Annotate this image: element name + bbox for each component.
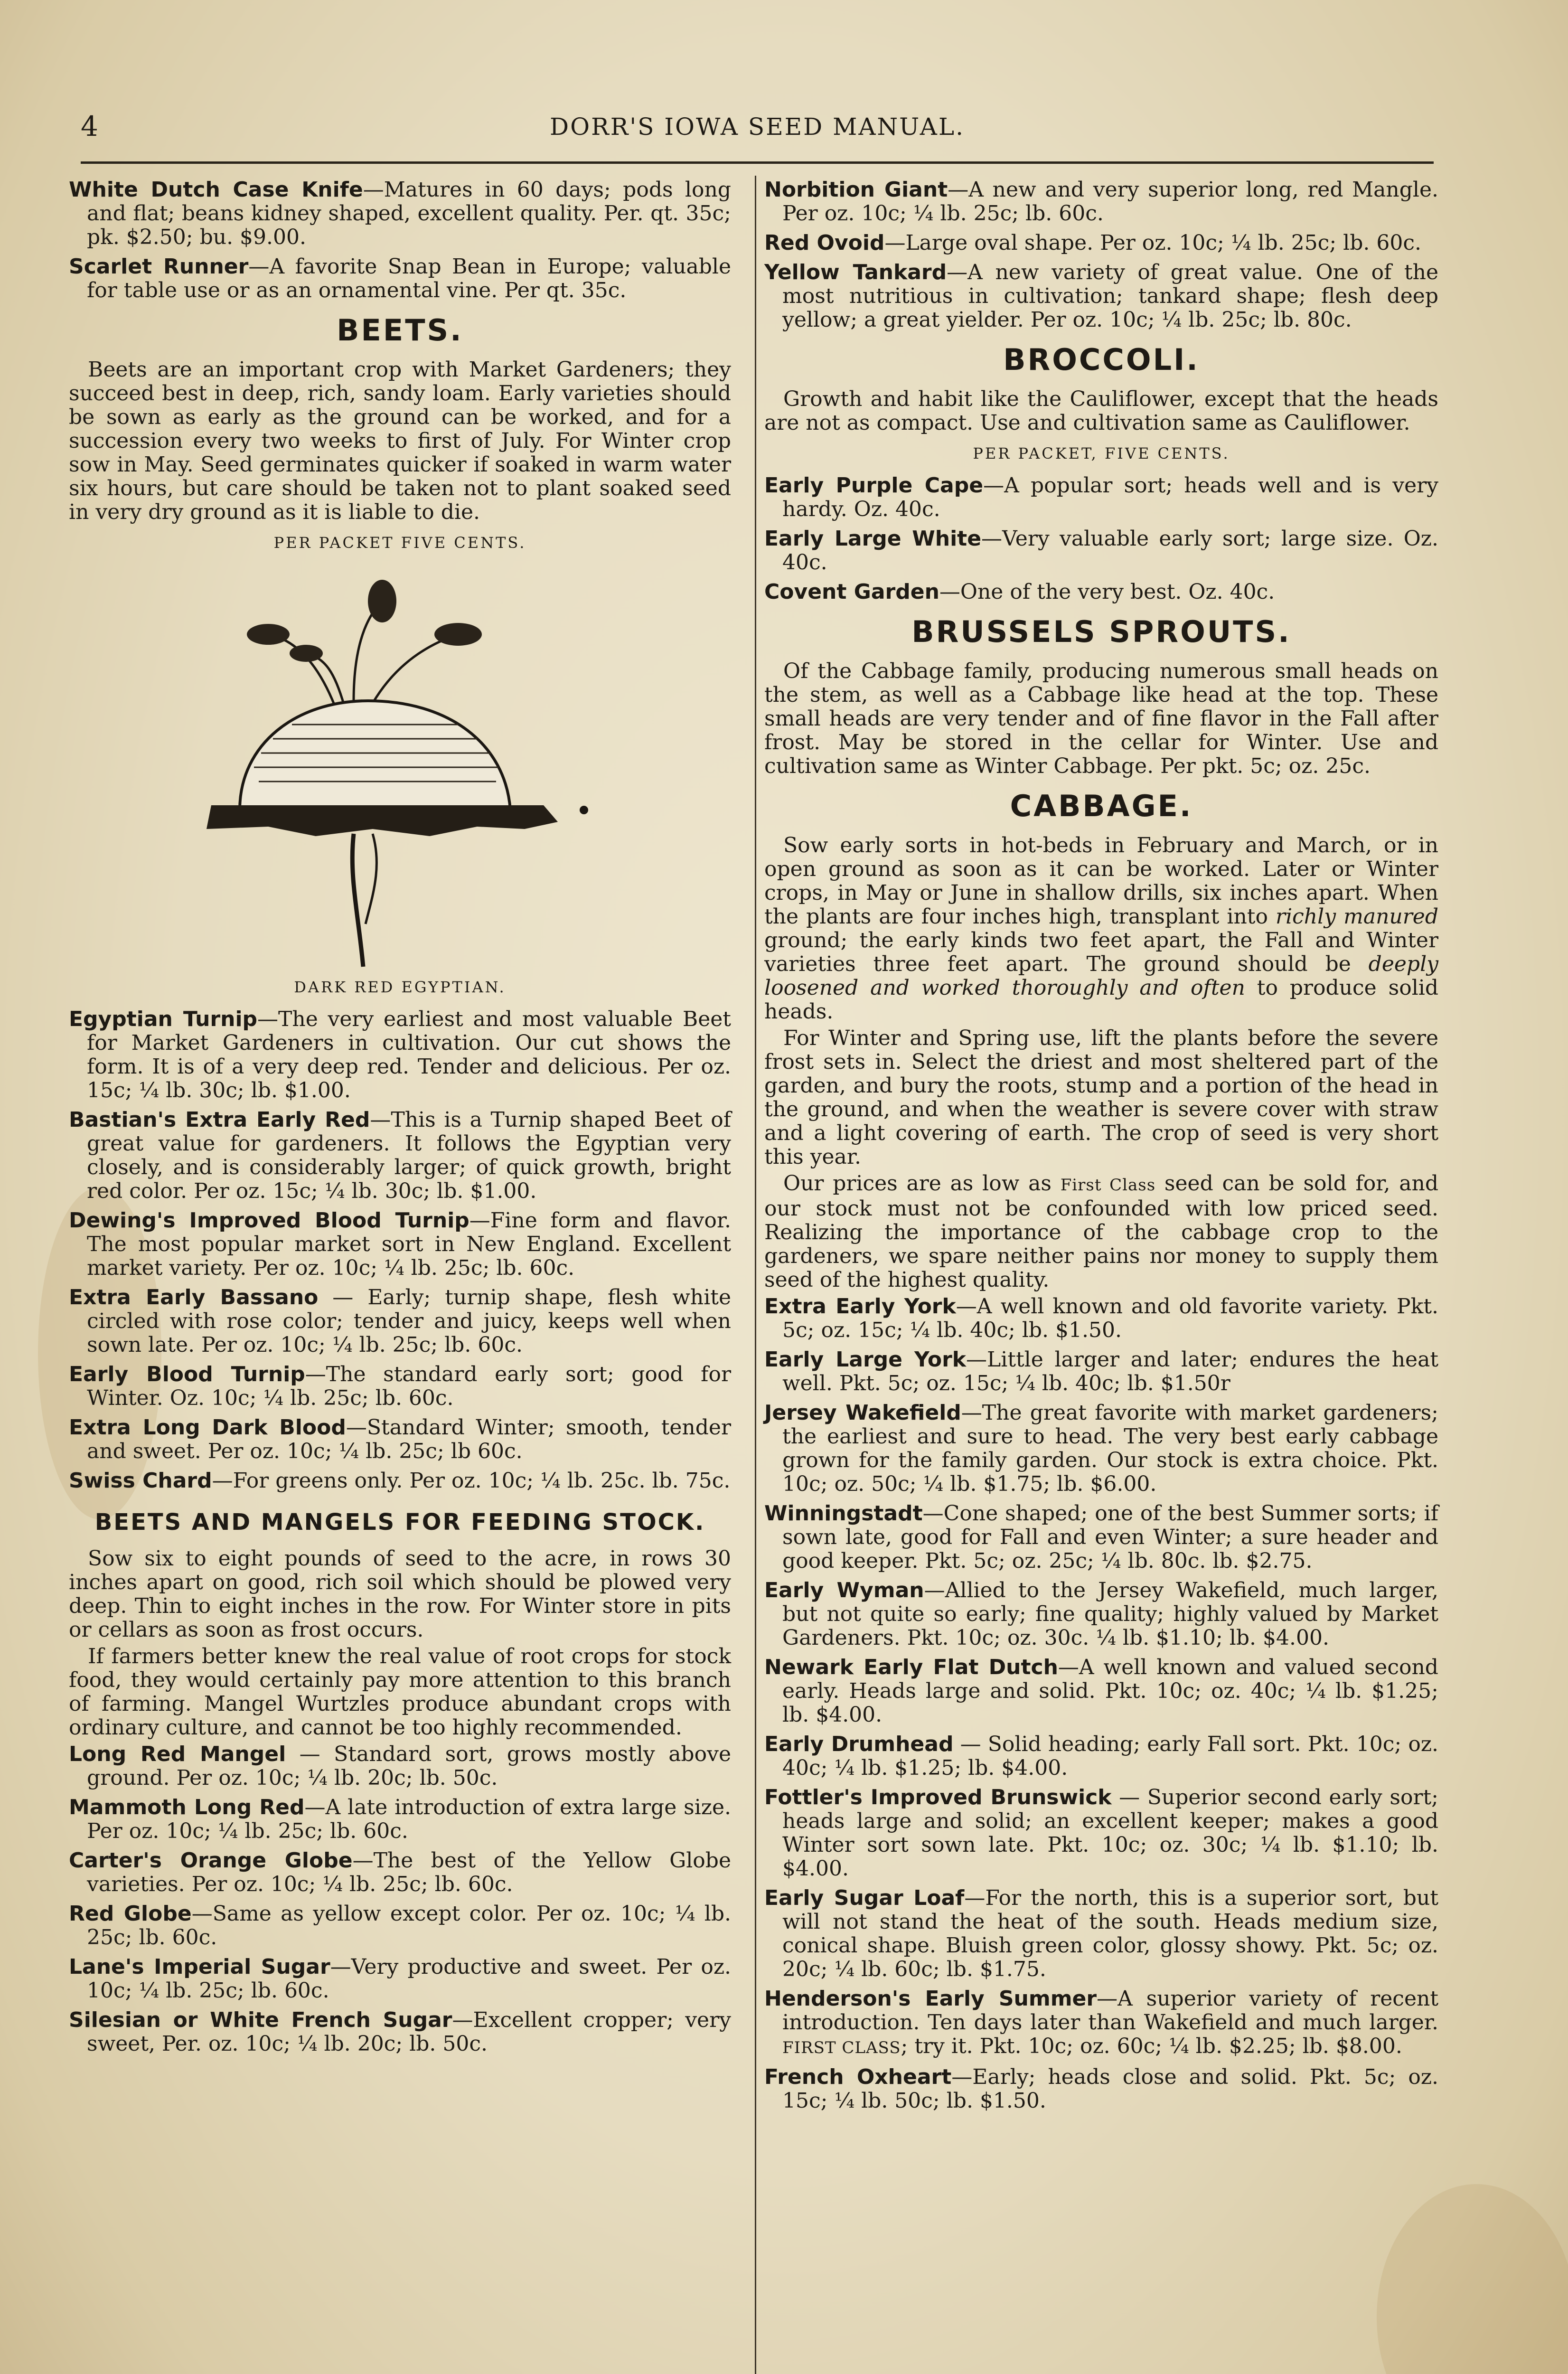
list-item: Silesian or White French Sugar—Excellent cropper; very sweet, Per. oz. 10c; ¼ lb. 20c; lb. 50c. [69, 2008, 731, 2056]
water-stain [1377, 2184, 1568, 2374]
section-heading-cabbage: CABBAGE. [1010, 789, 1193, 823]
list-item: Early Blood Turnip—The standard early sort; good for Winter. Oz. 10c; ¼ lb. 25c; lb. 60c. [69, 1362, 731, 1410]
list-item: Jersey Wakefield—The great favorite with market gardeners; the earliest and sure to head. The very best early cabbage grown for the family garden. Our stock is extra choice. Pkt. 10c; oz. 50c; ¼ lb. $1.75; lb. $6.00. [764, 1401, 1438, 1496]
list-item: Early Sugar Loaf—For the north, this is a superior sort, but will not stand the heat of the south. Heads medium size, conical shape. Bluish green color, glossy showy. Pkt. 5c; oz. 20c; ¼ lb. 60c; lb. $1.75. [764, 1886, 1438, 1981]
list-item: Red Globe—Same as yellow except color. Per oz. 10c; ¼ lb. 25c; lb. 60c. [69, 1902, 732, 1950]
list-item: Swiss Chard—For greens only. Per oz. 10c; ¼ lb. 25c. lb. 75c. [69, 1469, 731, 1493]
cabbage-intro: For Winter and Spring use, lift the plants before the severe frost sets in. Select the driest and most sheltered part of the garden, and bury the roots, stump and a portion of the head in the ground, and when the weather is severe cover with straw and a light covering of earth. The crop of seed is very short this year. [764, 1026, 1438, 1169]
list-item: White Dutch Case Knife—Matures in 60 days; pods long and flat; beans kidney shaped, excellent quality. Per. qt. 35c; pk. $2.50; bu. $9.00. [69, 178, 731, 249]
list-item: French Oxheart—Early; heads close and solid. Pkt. 5c; oz. 15c; ¼ lb. 50c; lb. $1.50. [764, 2065, 1438, 2113]
list-item: Henderson's Early Summer—A superior variety of recent introduction. Ten days later than Wakefield and much larger. FIRST CLASS; try it. Pkt. 10c; oz. 60c; ¼ lb. $2.25; lb. $8.00. [764, 1987, 1439, 2058]
list-item: Winningstadt—Cone shaped; one of the best Summer sorts; if sown late, good for Fall and even Winter; a sure header and good keeper. Pkt. 5c; oz. 25c; ¼ lb. 80c. lb. $2.75. [764, 1501, 1438, 1573]
list-item: Early Large White—Very valuable early sort; large size. Oz. 40c. [764, 527, 1438, 575]
brussels-intro: Of the Cabbage family, producing numerous small heads on the stem, as well as a Cabbage like head at the top. These small heads are very tender and of fine flavor in the Fall after frost. May be stored in the cellar for Winter. Use and cultivation same as Winter Cabbage. Per pkt. 5c; oz. 25c. [764, 659, 1438, 778]
list-item: Scarlet Runner—A favorite Snap Bean in Europe; valuable for table use or as an ornamental vine. Per qt. 35c. [69, 254, 731, 302]
broccoli-packet-note: PER PACKET, FIVE CENTS. [973, 444, 1230, 462]
list-item: Newark Early Flat Dutch—A well known and valued second early. Heads large and solid. Pkt. 10c; oz. 40c; ¼ lb. $1.25; lb. $4.00. [764, 1655, 1438, 1727]
section-heading-mangels: BEETS AND MANGELS FOR FEEDING STOCK. [94, 1509, 705, 1536]
list-item: Carter's Orange Globe—The best of the Yellow Globe varieties. Per oz. 10c; ¼ lb. 25c; lb. 60c. [69, 1848, 731, 1896]
list-item: Fottler's Improved Brunswick — Superior second early sort; heads large and solid; an excellent keeper; makes a good Winter sort sown late. Pkt. 10c; oz. 30c; ¼ lb. $1.10; lb. $4.00. [764, 1785, 1438, 1881]
left-column [69, 178, 731, 2062]
list-item: Lane's Imperial Sugar—Very productive and sweet. Per oz. 10c; ¼ lb. 25c; lb. 60c. [69, 1955, 732, 2003]
list-item: Extra Early York—A well known and old favorite variety. Pkt. 5c; oz. 15c; ¼ lb. 40c; lb. $1.50. [764, 1294, 1438, 1342]
list-item: Early Drumhead — Solid heading; early Fall sort. Pkt. 10c; oz. 40c; ¼ lb. $1.25; lb. $4.00. [764, 1732, 1438, 1780]
list-item: Egyptian Turnip—The very earliest and most valuable Beet for Market Gardeners in cultivation. Our cut shows the form. It is of a very deep red. Tender and delicious. Per oz. 15c; ¼ lb. 30c; lb. $1.00. [69, 1007, 731, 1102]
beet-illustration [69, 563, 731, 971]
illustration-caption: DARK RED EGYPTIAN. [294, 978, 506, 996]
list-item: Early Purple Cape—A popular sort; heads well and is very hardy. Oz. 40c. [764, 473, 1438, 521]
beets-packet-note: PER PACKET FIVE CENTS. [273, 534, 526, 552]
list-item: Mammoth Long Red—A late introduction of extra large size. Per oz. 10c; ¼ lb. 25c; lb. 60c. [69, 1795, 731, 1843]
list-item: Norbition Giant—A new and very superior long, red Mangle. Per oz. 10c; ¼ lb. 25c; lb. 60c. [764, 178, 1439, 226]
column-divider [755, 176, 756, 2374]
header-rule [81, 161, 1434, 164]
cabbage-intro: Sow early sorts in hot-beds in February and March, or in open ground as soon as it can be worked. Later or Winter crops, in May or June in shallow drills, six inches apart. When the plants are four inches high, transplant into richly manured ground; the early kinds two feet apart, the Fall and Winter varieties three feet apart. The ground should be deeply loosened and worked thoroughly and often to produce solid heads. [764, 833, 1438, 1024]
list-item: Dewing's Improved Blood Turnip—Fine form and flavor. The most popular market sort in New England. Excellent market variety. Per oz. 10c; ¼ lb. 25c; lb. 60c. [69, 1208, 731, 1280]
cabbage-intro: Our prices are as low as First Class seed can be sold for, and our stock must not be confounded with low priced seed. Realizing the importance of the cabbage crop to the gardeners, we spare neither pains nor money to supply them seed of the highest quality. [764, 1171, 1438, 1292]
list-item: Covent Garden—One of the very best. Oz. 40c. [764, 580, 1275, 604]
list-item: Yellow Tankard—A new variety of great value. One of the most nutritious in cultivation; tankard shape; flesh deep yellow; a great yielder. Per oz. 10c; ¼ lb. 25c; lb. 80c. [764, 260, 1439, 332]
list-item: Red Ovoid—Large oval shape. Per oz. 10c; ¼ lb. 25c; lb. 60c. [764, 231, 1421, 255]
right-column [764, 178, 1438, 2119]
section-heading-beets: BEETS. [337, 313, 463, 348]
running-title: DORR'S IOWA SEED MANUAL. [549, 113, 965, 141]
page-number: 4 [81, 110, 98, 142]
mangels-intro: Sow six to eight pounds of seed to the acre, in rows 30 inches apart on good, rich soil which should be plowed very deep. Thin to eight inches in the row. For Winter store in pits or cellars as soon as frost occurs. [69, 1546, 731, 1642]
list-item: Extra Early Bassano — Early; turnip shape, flesh white circled with rose color; tender and juicy, keeps well when sown late. Per oz. 10c; ¼ lb. 25c; lb. 60c. [69, 1285, 731, 1357]
list-item: Extra Long Dark Blood—Standard Winter; smooth, tender and sweet. Per oz. 10c; ¼ lb. 25c; lb 60c. [69, 1415, 731, 1463]
section-heading-brussels-sprouts: BRUSSELS SPROUTS. [911, 614, 1291, 649]
mangels-intro: If farmers better knew the real value of root crops for stock food, they would certainly pay more attention to this branch of farming. Mangel Wurtzles produce abundant crops with ordinary culture, and cannot be too highly recommended. [69, 1644, 731, 1740]
beets-intro: Beets are an important crop with Market Gardeners; they succeed best in deep, rich, sandy loam. Early varieties should be sown as early as the ground can be worked, and for a succession every two weeks to first of July. For Winter crop sow in May. Seed germinates quicker if soaked in warm water six hours, but care should be taken not to plant soaked seed in very dry ground as it is liable to die. [69, 358, 731, 524]
list-item: Early Large York—Little larger and later; endures the heat well. Pkt. 5c; oz. 15c; ¼ lb. 40c; lb. $1.50r [764, 1347, 1438, 1395]
list-item: Early Wyman—Allied to the Jersey Wakefield, much larger, but not quite so early; fine quality; highly valued by Market Gardeners. Pkt. 10c; oz. 30c. ¼ lb. $1.10; lb. $4.00. [764, 1578, 1439, 1650]
section-heading-broccoli: BROCCOLI. [1003, 342, 1200, 377]
broccoli-intro: Growth and habit like the Cauliflower, except that the heads are not as compact. Use and cultivation same as Cauliflower. [764, 387, 1438, 435]
list-item: Long Red Mangel — Standard sort, grows mostly above ground. Per oz. 10c; ¼ lb. 20c; lb. 50c. [69, 1742, 731, 1790]
list-item: Bastian's Extra Early Red—This is a Turnip shaped Beet of great value for gardeners. It follows the Egyptian very closely, and is considerably larger; of quick growth, bright red color. Per oz. 15c; ¼ lb. 30c; lb. $1.00. [69, 1108, 731, 1203]
page-header [81, 110, 1434, 143]
